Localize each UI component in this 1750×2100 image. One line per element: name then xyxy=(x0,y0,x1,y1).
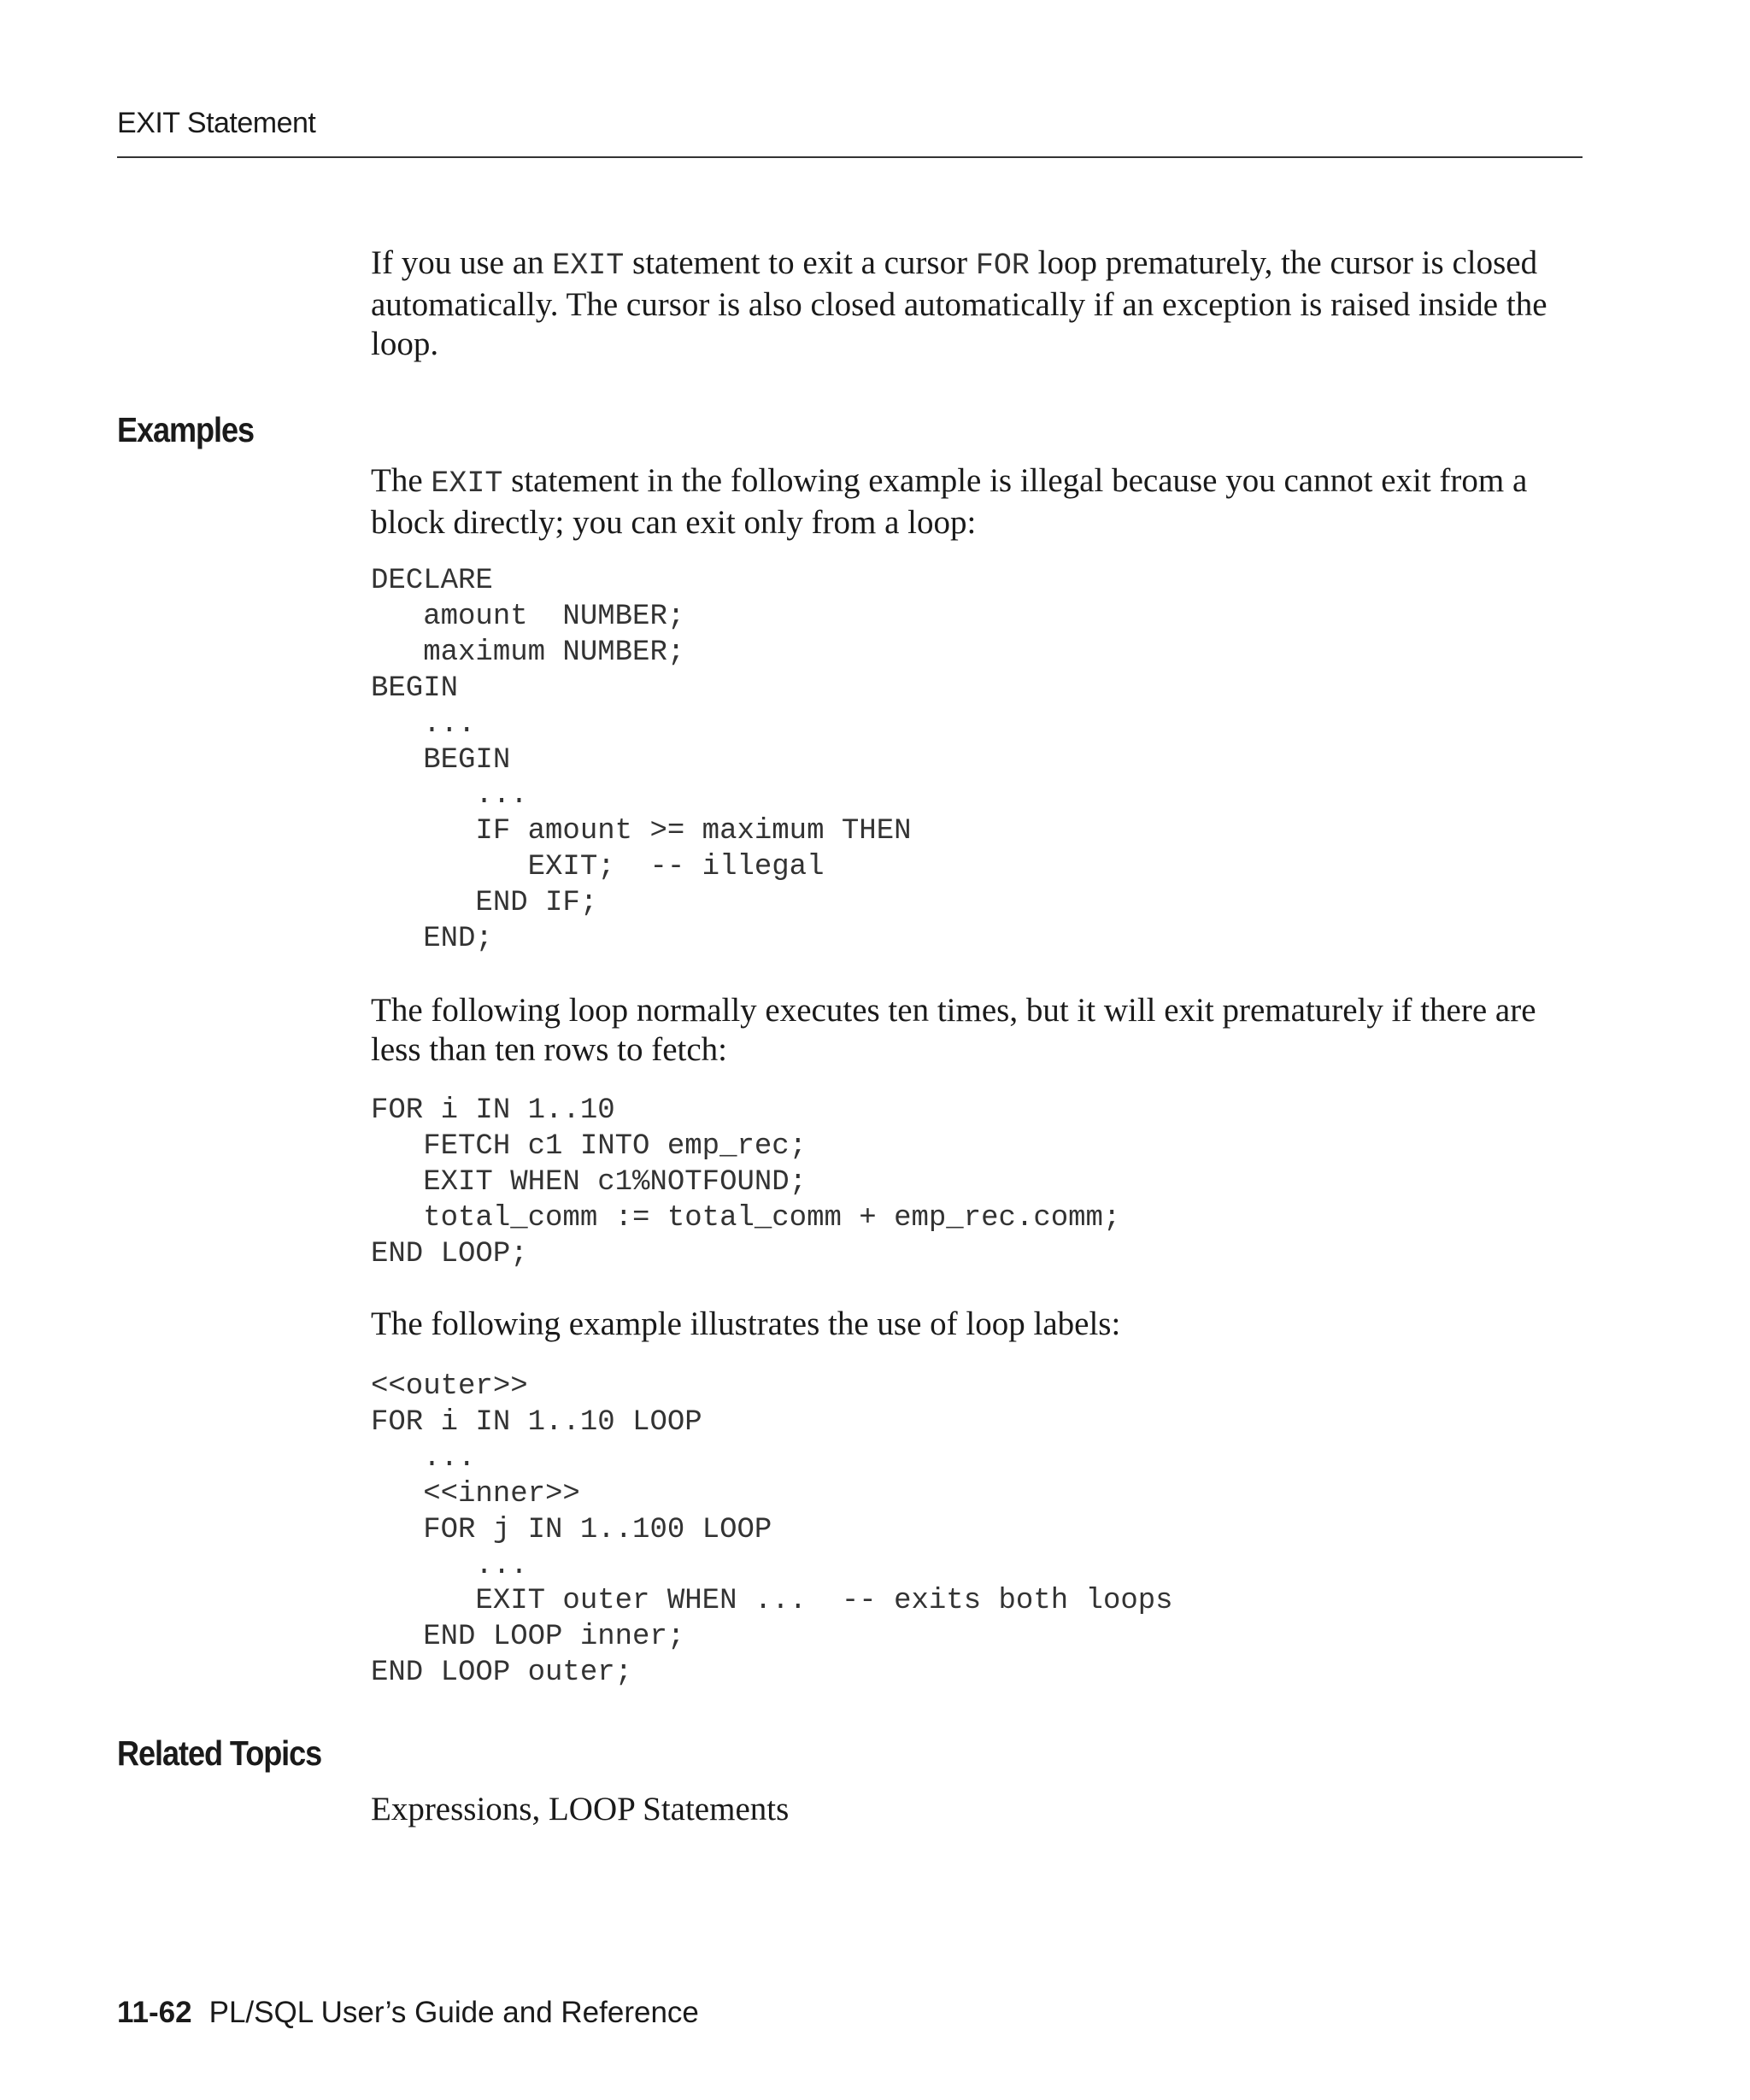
page-footer xyxy=(117,1996,699,2030)
examples-p1-text-1: The xyxy=(371,462,432,499)
header-rule xyxy=(117,156,1583,158)
intro-text-1: If you use an xyxy=(371,244,553,281)
inline-code-exit: EXIT xyxy=(431,466,503,501)
inline-code-for: FOR xyxy=(975,249,1030,283)
examples-paragraph-1 xyxy=(371,461,1584,543)
code-block-illegal-exit: DECLARE amount NUMBER; maximum NUMBER; BEGIN ... BEGIN ... IF amount >= maximum THEN EXIT; -- illegal END IF; END; xyxy=(371,565,912,956)
examples-paragraph-3: The following example illustrates the use of loop labels: xyxy=(371,1305,1121,1342)
code-block-fetch-loop: FOR i IN 1..10 FETCH c1 INTO emp_rec; EXIT WHEN c1%NOTFOUND; total_comm := total_comm + emp_rec.comm; END LOOP; xyxy=(371,1094,1121,1270)
intro-paragraph xyxy=(371,243,1584,364)
running-header: EXIT Statement xyxy=(117,107,316,139)
examples-paragraph-2: The following loop normally executes ten times, but it will exit prematurely if there are less than ten rows to fetch: xyxy=(371,992,1536,1068)
book-title: PL/SQL User’s Guide and Reference xyxy=(208,1996,699,2029)
related-topics-heading: Related Topics xyxy=(117,1733,322,1773)
examples-heading: Examples xyxy=(117,410,255,449)
page-number: 11-62 xyxy=(117,1996,192,2029)
related-topics-text: Expressions, LOOP Statements xyxy=(371,1791,790,1827)
inline-code-exit: EXIT xyxy=(552,249,625,283)
intro-text-2: statement to exit a cursor xyxy=(624,244,976,281)
intro-text-3: loop prematurely, the cursor is closed automatically. The cursor is also closed automatically if an exception is raised inside the loop. xyxy=(371,244,1547,362)
code-block-loop-labels: <<outer>> FOR i IN 1..10 LOOP ... <<inner>> FOR j IN 1..100 LOOP ... EXIT outer WHEN ... -- exits both loops END LOOP inner; END LOOP outer; xyxy=(371,1370,1173,1690)
examples-p1-text-2: statement in the following example is illegal because you cannot exit from a block directly; you can exit only from a loop: xyxy=(371,462,1528,541)
